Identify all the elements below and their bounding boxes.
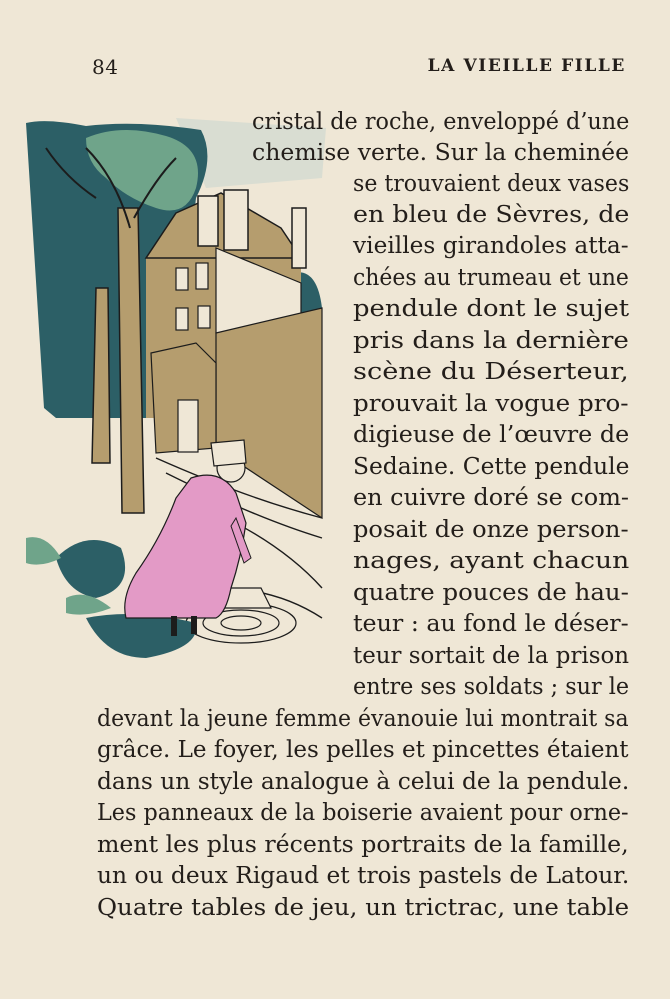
text-line: Sedaine. Cette pendule [353, 452, 630, 480]
page-number: 84 [92, 55, 119, 79]
text-line: cristal de roche, enveloppé d’une [252, 107, 630, 135]
text-line: digieuse de l’œuvre de [353, 420, 630, 448]
book-illustration [26, 118, 326, 670]
text-line: vieilles girandoles atta- [353, 231, 629, 259]
text-line: teur sortait de la prison [353, 641, 630, 669]
running-title: LA VIEILLE FILLE [427, 56, 626, 76]
text-line: posait de onze person- [353, 515, 629, 543]
window-4 [198, 306, 210, 328]
text-line: grâce. Le foyer, les pelles et pincettes étaient [97, 735, 629, 763]
text-line: en cuivre doré se com- [353, 483, 629, 511]
text-line: pris dans la dernière [353, 326, 629, 354]
text-line: entre ses soldats ; sur le [353, 672, 630, 700]
text-line: quatre pouces de hau- [353, 578, 629, 606]
text-line: scène du Déserteur, [353, 357, 629, 385]
window-2 [196, 263, 208, 289]
gate-door [178, 400, 198, 452]
girl-bonnet [211, 440, 246, 466]
text-line: chemise verte. Sur la cheminée [252, 138, 630, 166]
window-1 [176, 268, 188, 290]
text-line: pendule dont le sujet [353, 294, 630, 322]
text-line: teur : au fond le déser- [353, 609, 629, 637]
text-line: nages, ayant chacun [353, 546, 630, 574]
text-line: Les panneaux de la boiserie avaient pour orne- [97, 798, 629, 826]
tree-trunk-left [92, 288, 110, 463]
text-line: en bleu de Sèvres, de [353, 200, 630, 228]
window-3 [176, 308, 188, 330]
text-line: ment les plus récents portraits de la famille, [97, 830, 629, 858]
text-line: un ou deux Rigaud et trois pastels de Latour. [97, 861, 630, 889]
text-line: prouvait la vogue pro- [353, 389, 629, 417]
text-line: chées au trumeau et une [353, 263, 629, 291]
chimney-right [292, 208, 306, 268]
text-line: se trouvaient deux vases [353, 169, 630, 197]
text-line: devant la jeune femme évanouie lui montrait sa [97, 704, 629, 732]
text-line: Quatre tables de jeu, un trictrac, une table [97, 893, 630, 921]
text-line: dans un style analogue à celui de la pendule. [97, 767, 630, 795]
chimney-center [224, 190, 248, 250]
chimney-left [198, 196, 218, 246]
